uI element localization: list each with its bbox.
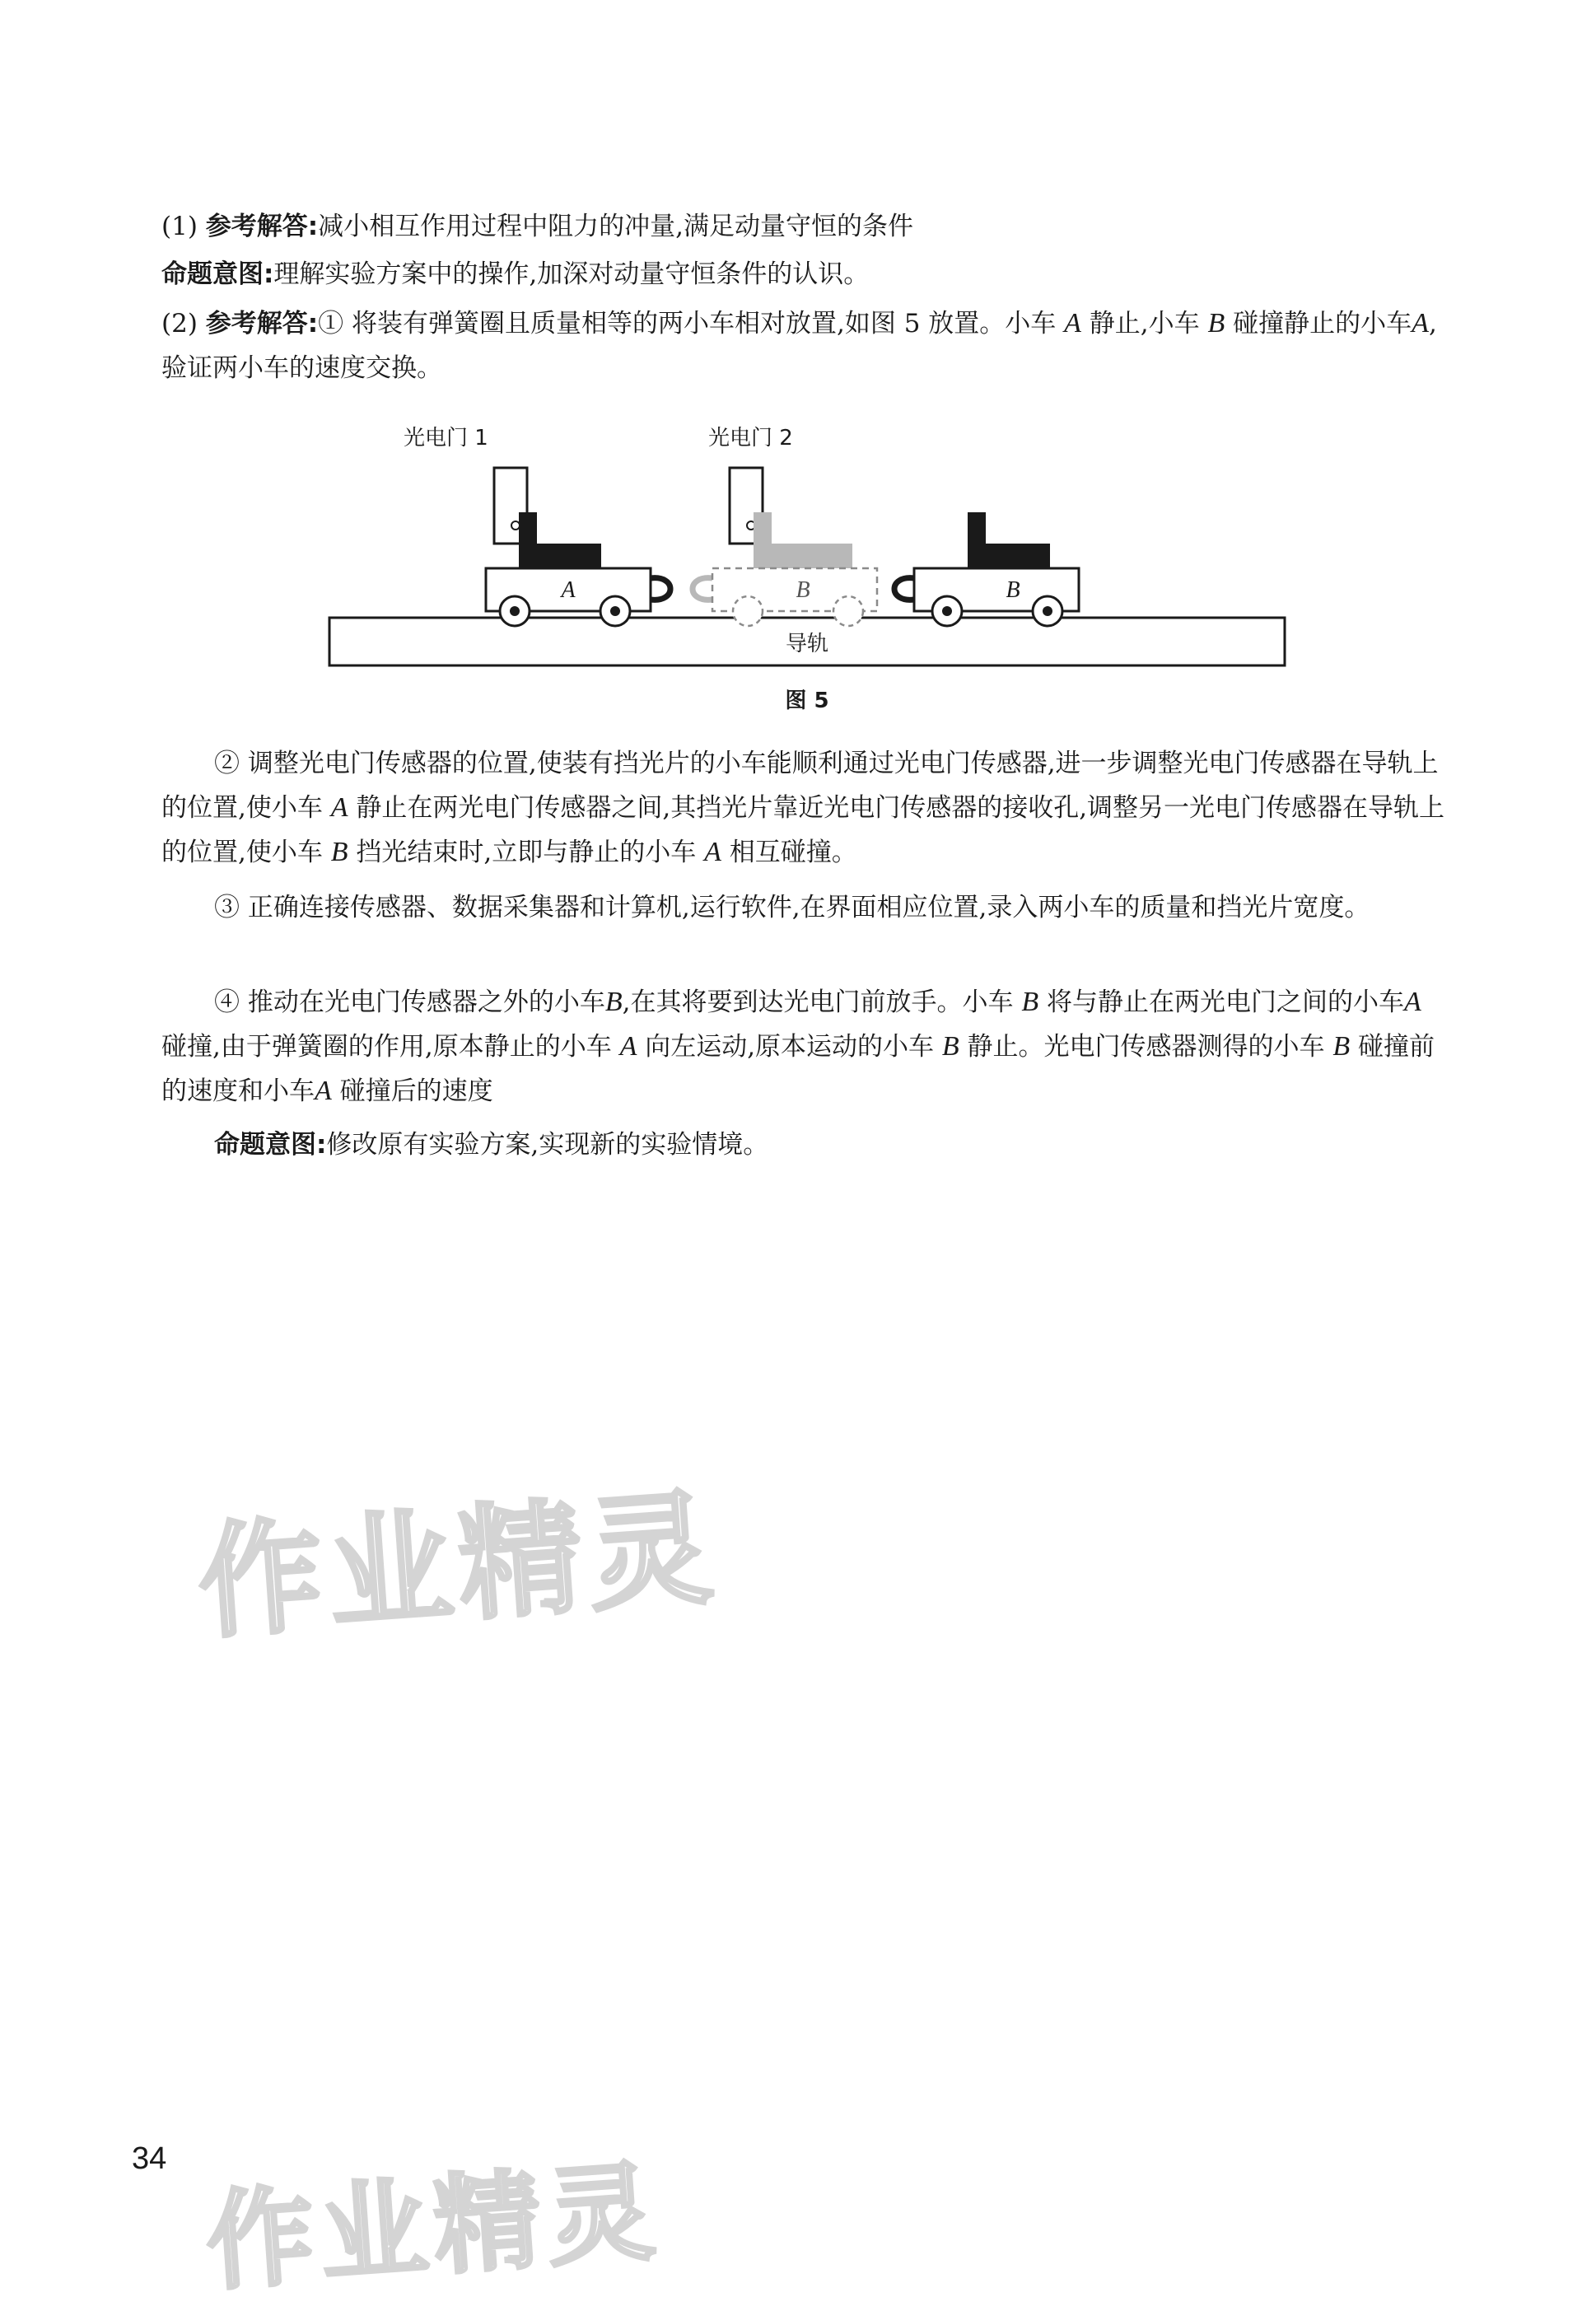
answer-2-label: 参考解答: [205, 309, 319, 338]
step-2-t2: 静止在两光电门传感器之间,其挡光片靠近光电门传感器的接收孔,调整另一光电门传感器在导轨上的位置,使小车 [161, 793, 1445, 867]
gate-2-label: 光电门 2 [708, 426, 793, 451]
var-b: B [1021, 987, 1039, 1017]
var-a: A [315, 1076, 332, 1106]
step-3 [161, 885, 1451, 930]
gate-1-label: 光电门 1 [404, 426, 488, 451]
step-4-t8: 碰撞后的速度 [331, 1076, 493, 1106]
var-b: B [1332, 1031, 1351, 1062]
var-a: A [704, 837, 721, 867]
answer-2-t4: ,验证两小车的速度交换。 [161, 309, 1437, 383]
step-2-t1: ② 调整光电门传感器的位置,使装有挡光片的小车能顺利通过光电门传感器,进一步调整光电门传感器在导轨上的位置,使小车 [161, 749, 1439, 823]
step-2-t4: 相互碰撞。 [721, 838, 857, 867]
var-b: B [941, 1031, 959, 1062]
var-a: A [330, 792, 348, 823]
var-b: B [604, 987, 623, 1017]
step-3-text: ③ 正确连接传感器、数据采集器和计算机,运行软件,在界面相应位置,录入两小车的质量和挡光片宽度。 [214, 893, 1370, 922]
intent-2 [161, 1123, 1451, 1167]
var-a: A [1404, 987, 1421, 1017]
cart-b-ghost [693, 512, 877, 626]
step-2-t3: 挡光结束时,立即与静止的小车 [348, 838, 705, 867]
step-4-t2: ,在其将要到达光电门前放手。小车 [622, 987, 1022, 1017]
answer-1-text: 减小相互作用过程中阻力的冲量,满足动量守恒的条件 [318, 212, 914, 241]
answer-2-t3: 碰撞静止的小车 [1225, 309, 1412, 338]
step-4-t5: 向左运动,原本运动的小车 [637, 1032, 942, 1062]
answer-1 [161, 204, 1451, 249]
step-4-t1: ④ 推动在光电门传感器之外的小车 [214, 987, 605, 1017]
track-label: 导轨 [785, 632, 829, 656]
cart-b-ghost-label: B [796, 577, 810, 603]
answer-2 [161, 301, 1451, 390]
step-2 [161, 741, 1451, 875]
figure-caption: 图 5 [785, 689, 829, 713]
intent-2-text: 修改原有实验方案,实现新的实验情境。 [326, 1130, 769, 1160]
answer-2-t1: ① 将装有弹簧圈且质量相等的两小车相对放置,如图 5 放置。小车 [318, 309, 1065, 338]
intent-1 [161, 252, 1451, 296]
gate-1-hole [511, 521, 520, 530]
var-b: B [330, 837, 348, 867]
figure-5 [321, 420, 1293, 717]
answer-1-label: 参考解答: [205, 212, 319, 241]
answer-1-prefix: (1) [161, 212, 206, 241]
var-b: B [1207, 308, 1225, 338]
var-a: A [1064, 308, 1081, 338]
page-number: 34 [132, 2141, 167, 2176]
cart-a-label: A [561, 577, 576, 603]
var-a: A [619, 1031, 637, 1062]
step-4-t3: 将与静止在两光电门之间的小车 [1038, 987, 1404, 1017]
step-4-t7: 碰撞前的速度和小车 [161, 1032, 1435, 1106]
var-a: A [1412, 308, 1429, 338]
answer-2-prefix: (2) [161, 309, 206, 338]
watermark: 作业精灵 [194, 1477, 724, 1656]
cart-b-label: B [1006, 577, 1020, 603]
watermark: 作业精灵 [203, 2148, 665, 2306]
cart-b [894, 512, 1079, 626]
step-4-t4: 碰撞,由于弹簧圈的作用,原本静止的小车 [161, 1032, 620, 1062]
intent-1-label: 命题意图: [161, 259, 274, 289]
experiment-diagram [321, 420, 1293, 675]
step-4 [161, 980, 1451, 1113]
intent-2-label: 命题意图: [214, 1130, 327, 1160]
intent-1-text: 理解实验方案中的操作,加深对动量守恒条件的认识。 [273, 259, 870, 289]
step-4-t6: 静止。光电门传感器测得的小车 [959, 1032, 1333, 1062]
answer-2-t2: 静止,小车 [1080, 309, 1208, 338]
